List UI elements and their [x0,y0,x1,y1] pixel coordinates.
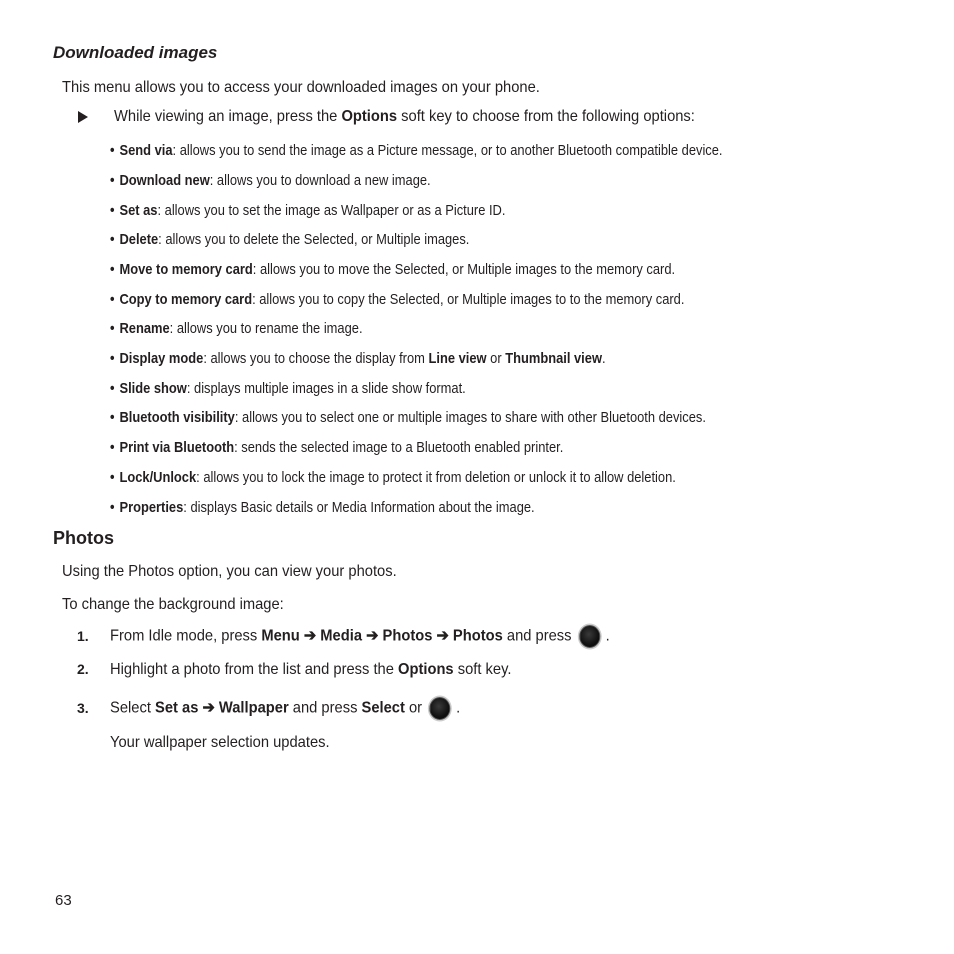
section-intro: This menu allows you to access your downloaded images on your phone. [62,79,540,96]
instruction-row [78,108,745,126]
list-item-lock-unlock: • Lock/Unlock: allows you to lock the image to protect it from deletion or unlock it to allow deletion. [110,469,676,486]
list-item-slide-show: • Slide show: displays multiple images in a slide show format. [110,380,466,397]
step-3: 3. Select Set as ➔ Wallpaper and press Select or . [77,697,491,720]
step-1: 1. From Idle mode, press Menu ➔ Media ➔ Photos ➔ Photos and press . [77,625,653,648]
instruction-text: While viewing an image, press the [114,108,342,125]
step-number: 3. [77,699,89,716]
instruction-key: Options [341,108,398,125]
photos-lead: To change the background image: [62,596,284,613]
step-number: 2. [77,661,89,677]
list-item-copy-to-memory-card: • Copy to memory card: allows you to copy the Selected, or Multiple images to to the memory card. [110,291,685,308]
section-title-downloaded-images: Downloaded images [53,43,218,62]
list-item-properties: • Properties: displays Basic details or Media Information about the image. [110,499,535,516]
instruction-text-end: soft key to choose from the following options: [397,108,695,125]
list-item-move-to-memory-card: • Move to memory card: allows you to move the Selected, or Multiple images to the memory card. [110,261,676,278]
list-item-set-as: • Set as: allows you to set the image as Wallpaper or as a Picture ID. [110,202,506,219]
list-item-rename: • Rename: allows you to rename the image. [110,320,363,337]
select-key-icon [429,697,450,720]
step-2: 2. Highlight a photo from the list and press the Options soft key. [77,661,512,678]
list-item-download-new: • Download new: allows you to download a new image. [110,172,431,189]
select-key-icon [579,625,600,648]
list-item-display-mode: • Display mode: allows you to choose the display from Line view or Thumbnail view. [110,350,606,367]
triangle-right-icon [78,111,88,123]
list-item-send-via: • Send via: allows you to send the image as a Picture message, or to another Bluetooth compatible device. [110,142,723,159]
step-result: Your wallpaper selection updates. [110,734,330,751]
list-item-bluetooth-visibility: • Bluetooth visibility: allows you to select one or multiple images to share with other Bluetooth devices. [110,409,706,426]
section-title-photos: Photos [53,528,114,548]
page-number: 63 [55,892,72,909]
list-item-print-via-bluetooth: • Print via Bluetooth: sends the selected image to a Bluetooth enabled printer. [110,439,564,456]
photos-intro: Using the Photos option, you can view your photos. [62,563,397,580]
step-number: 1. [77,627,89,644]
list-item-delete: • Delete: allows you to delete the Selected, or Multiple images. [110,231,470,248]
